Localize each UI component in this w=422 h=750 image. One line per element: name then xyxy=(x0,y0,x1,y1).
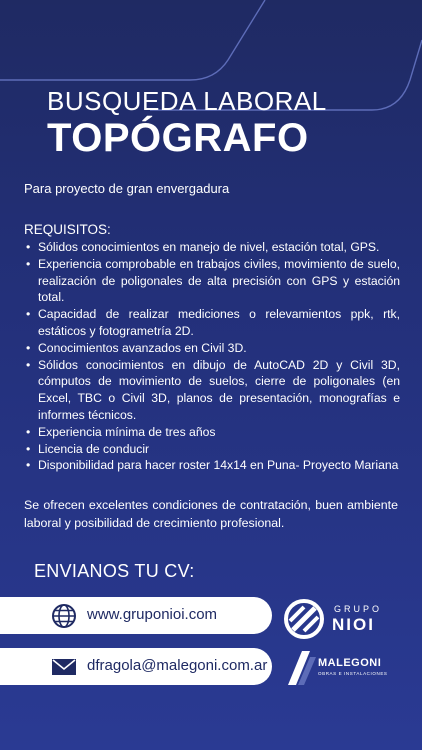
cv-title: ENVIANOS TU CV: xyxy=(34,561,195,581)
tagline: Para proyecto de gran envergadura xyxy=(24,181,230,196)
list-item: • Conocimientos avanzados en Civil 3D. xyxy=(26,340,400,357)
website-link[interactable] xyxy=(0,597,272,634)
list-item: • Disponibilidad para hacer roster 14x14 en Puna- Proyecto Mariana xyxy=(26,457,400,474)
envelope-icon xyxy=(51,654,77,680)
list-item: • Capacidad de realizar mediciones o relevamientos ppk, rtk, estáticos y fotogrametría 2D. xyxy=(26,306,400,340)
malegoni-name: MALEGONI xyxy=(318,657,382,669)
headline xyxy=(47,86,327,160)
email-text: dfragola@malegoni.com.ar xyxy=(87,657,268,674)
email-link[interactable] xyxy=(0,648,272,685)
headline-title: TOPÓGRAFO xyxy=(47,116,309,160)
offer-text: Se ofrecen excelentes condiciones de contratación, buen ambiente laboral y posibilidad de crecimiento profesional. xyxy=(24,498,398,530)
headline-subtitle: BUSQUEDA LABORAL xyxy=(47,86,327,116)
grupo-name: NIOI xyxy=(332,615,375,634)
malegoni-tagline: OBRAS E INSTALACIONES xyxy=(318,671,388,676)
list-item: • Experiencia comprobable en trabajos civiles, movimiento de suelo, realización de poligonales de alta precisión con GPS y estación total. xyxy=(26,256,400,306)
website-text: www.gruponioi.com xyxy=(87,606,218,623)
list-item: • Licencia de conducir xyxy=(26,441,400,458)
list-item: • Experiencia mínima de tres años xyxy=(26,424,400,441)
requirements-title: REQUISITOS: xyxy=(24,222,111,237)
requirements-list xyxy=(26,239,400,474)
globe-icon xyxy=(51,603,77,629)
list-item: • Sólidos conocimientos en dibujo de AutoCAD 2D y Civil 3D, cómputos de movimiento de suelos, cierre de poligonales (en Excel, TBC o Civil 3D, planos de presentación, monografías e informes técnicos. xyxy=(26,357,400,424)
list-item: • Sólidos conocimientos en manejo de nivel, estación total, GPS. xyxy=(26,239,400,256)
grupo-label: GRUPO xyxy=(334,604,383,614)
